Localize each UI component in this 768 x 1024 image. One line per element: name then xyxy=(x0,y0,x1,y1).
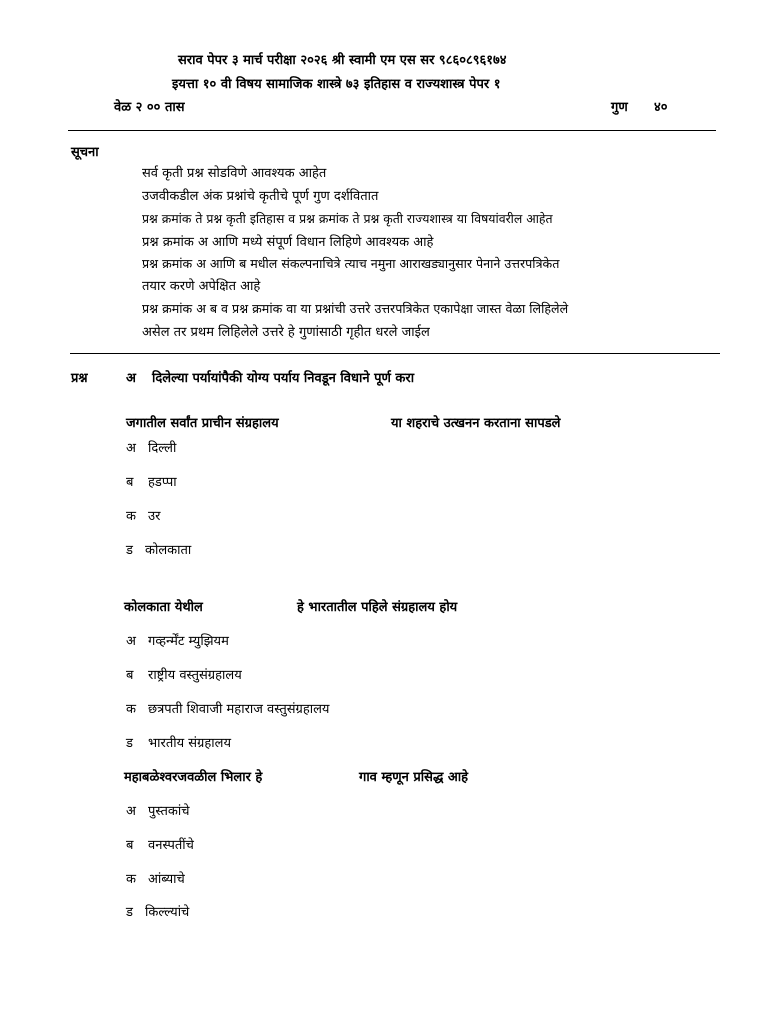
option-letter: क xyxy=(126,872,136,887)
option-letter: ब xyxy=(126,475,134,490)
option-letter: ड xyxy=(126,543,133,558)
question-label: प्रश्न xyxy=(71,371,88,386)
option-text: आंब्याचे xyxy=(148,872,185,887)
instruction-line: प्रश्न क्रमांक अ आणि ब मधील संकल्पनाचित्रे त्याच नमुना आराखड्यानुसार पेनाने उत्तरपत्रिकेत xyxy=(142,256,560,271)
question-stem-right: या शहराचे उत्खनन करताना सापडले xyxy=(391,416,561,431)
instruction-line: उजवीकडील अंक प्रश्नांचे कृतीचे पूर्ण गुण दर्शवितात xyxy=(142,189,379,204)
question-stem-right: गाव म्हणून प्रसिद्ध आहे xyxy=(359,770,469,785)
option-letter: अ xyxy=(126,634,136,649)
option-text: पुस्तकांचे xyxy=(148,804,190,819)
marks-value: ४० xyxy=(654,100,668,115)
option-text: किल्ल्यांचे xyxy=(145,905,190,920)
option-letter: ब xyxy=(126,668,134,683)
question-stem-left: महाबळेश्वरजवळील भिलार हे xyxy=(124,770,263,785)
section-title: दिलेल्या पर्यायांपैकी योग्य पर्याय निवडून विधाने पूर्ण करा xyxy=(152,371,415,386)
instruction-line: प्रश्न क्रमांक ते प्रश्न कृती इतिहास व प्रश्न क्रमांक ते प्रश्न कृती राज्यशास्त्र या विषयांवरील आहेत xyxy=(142,211,553,226)
header-line-2: इयत्ता १० वी विषय सामाजिक शास्त्रे ७३ इतिहास व राज्यशास्त्र पेपर १ xyxy=(172,77,501,92)
marks-label: गुण xyxy=(611,100,628,115)
instructions-divider xyxy=(70,353,720,354)
option-text: उर xyxy=(148,509,161,524)
option-text: वनस्पतींचे xyxy=(148,838,194,853)
exam-duration: वेळ २ ०० तास xyxy=(114,100,185,115)
option-text: दिल्ली xyxy=(148,441,177,456)
question-stem-left: जगातील सर्वांत प्राचीन संग्रहालय xyxy=(126,416,279,431)
option-text: कोलकाता xyxy=(145,543,192,558)
option-letter: अ xyxy=(126,441,136,456)
option-text: गव्हर्न्मेंट म्युझियम xyxy=(148,634,229,649)
option-text: राष्ट्रीय वस्तुसंग्रहालय xyxy=(148,668,242,683)
instruction-line: असेल तर प्रथम लिहिलेले उत्तरे हे गुणांसाठी गृहीत धरले जाईल xyxy=(142,325,430,340)
instruction-line: सर्व कृती प्रश्न सोडविणे आवश्यक आहेत xyxy=(142,166,327,181)
header-line-1: सराव पेपर ३ मार्च परीक्षा २०२६ श्री स्वामी एम एस सर ९८६०८९६१७४ xyxy=(178,53,507,68)
option-letter: क xyxy=(126,702,136,717)
option-letter: ड xyxy=(126,905,133,920)
instruction-line: प्रश्न क्रमांक अ आणि मध्ये संपूर्ण विधान लिहिणे आवश्यक आहे xyxy=(142,235,434,250)
question-sub-label: अ xyxy=(126,371,136,386)
option-letter: क xyxy=(126,509,136,524)
option-letter: अ xyxy=(126,804,136,819)
option-text: हडप्पा xyxy=(148,475,177,490)
option-letter: ड xyxy=(126,736,133,751)
instructions-heading: सूचना xyxy=(71,145,99,160)
instruction-line: तयार करणे अपेक्षित आहे xyxy=(142,279,261,294)
option-text: छत्रपती शिवाजी महाराज वस्तुसंग्रहालय xyxy=(148,702,330,717)
option-letter: ब xyxy=(126,838,134,853)
question-stem-left: कोलकाता येथील xyxy=(124,600,203,615)
instruction-line: प्रश्न क्रमांक अ ब व प्रश्न क्रमांक वा या प्रश्नांची उत्तरे उत्तरपत्रिकेत एकापेक्षा जास्त वेळा लिहिलेले xyxy=(142,301,569,316)
option-text: भारतीय संग्रहालय xyxy=(148,736,232,751)
header-divider xyxy=(68,130,716,131)
question-stem-right: हे भारतातील पहिले संग्रहालय होय xyxy=(297,600,458,615)
